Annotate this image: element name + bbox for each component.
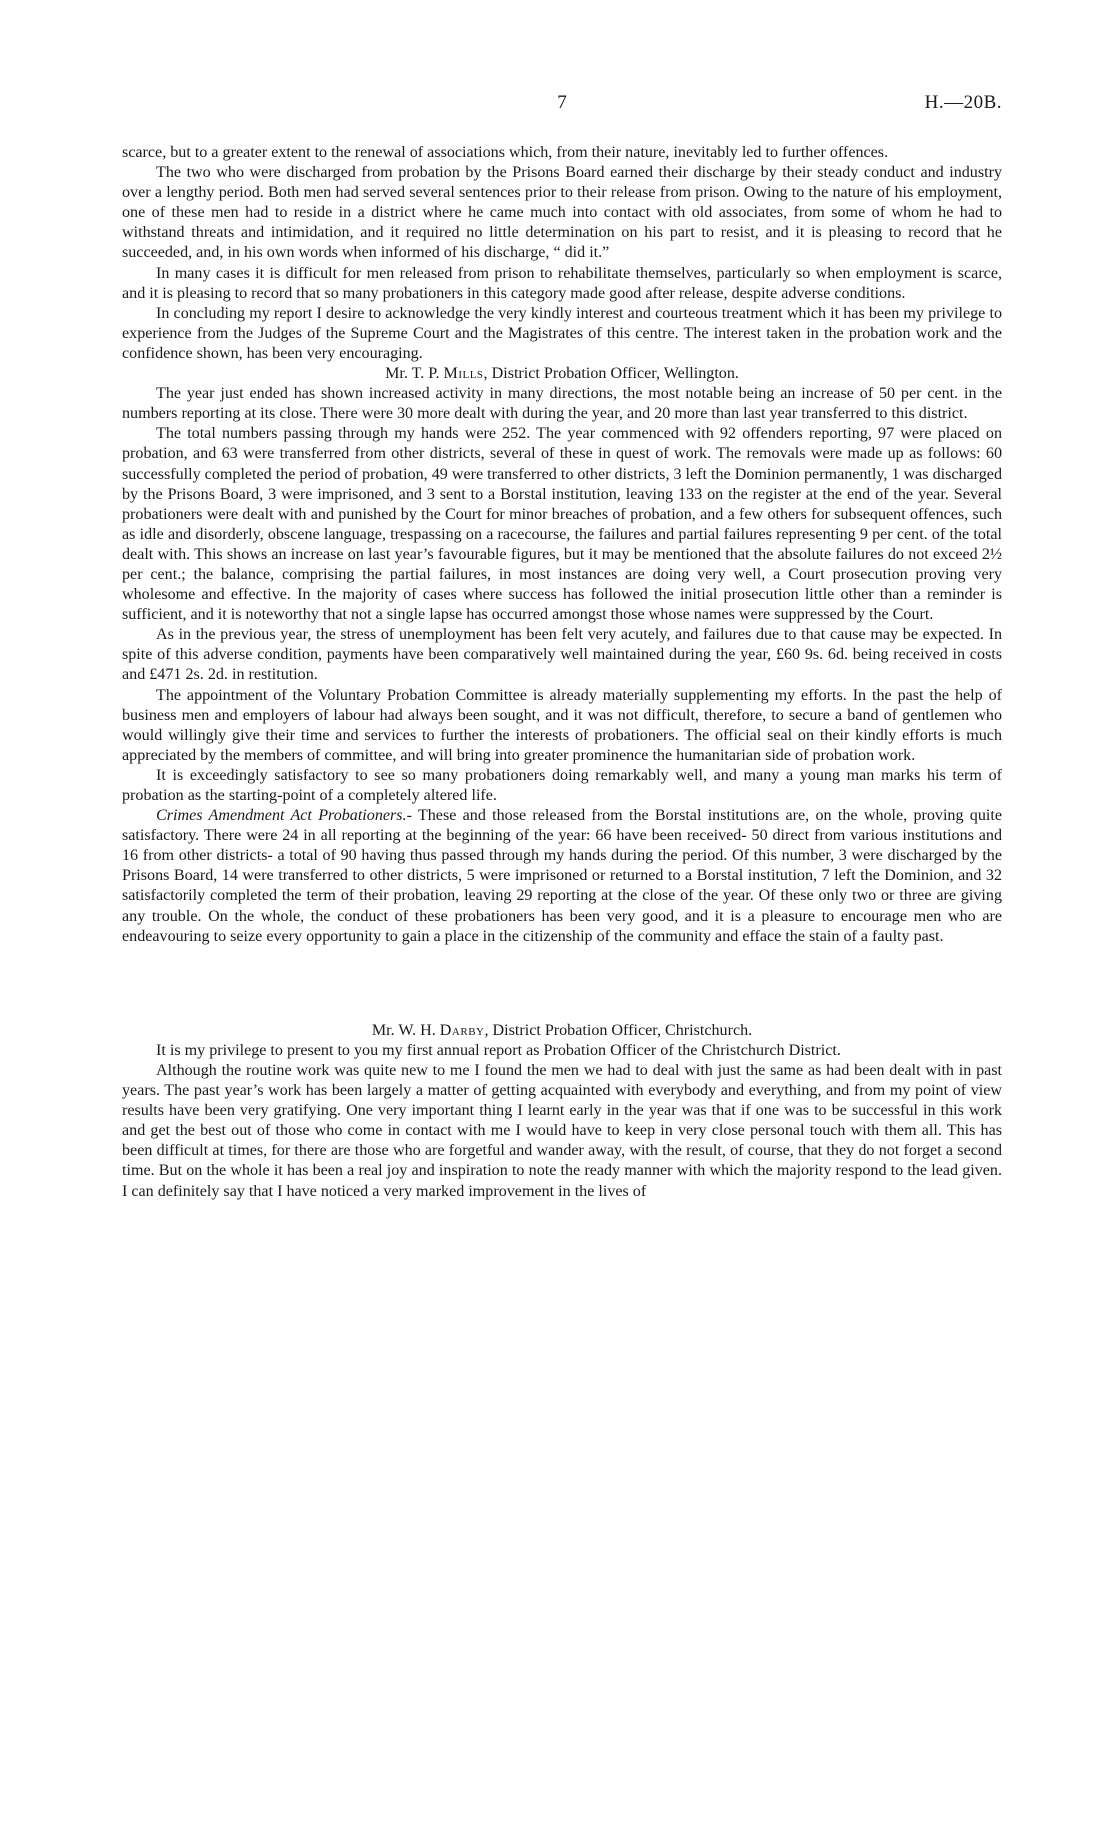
- paragraph: The total numbers passing through my hands were 252. The year commenced with 92 offenders reporting, 97 were placed on probation, and 63 were transferred from other districts, several of these in quest of work. The removals were made up as follows: 60 successfully completed the period of probation, 49 were transferred to other districts, 3 left the Dominion permanently, 1 was discharged by the Prisons Board, 3 were imprisoned, and 3 sent to a Borstal institution, leaving 133 on the register at the end of the year. Several probationers were dealt with and punished by the Court for minor breaches of probation, and a few others for subsequent offences, such as idle and disorderly, obscene language, trespassing on a racecourse, the failures and partial failures representing 9 per cent. of the total dealt with. This shows an increase on last year’s favourable figures, but it may be mentioned that the absolute failures do not exceed 2½ per cent.; the balance, comprising the partial failures, in most instances are doing very well, a Court prosecution proving very wholesome and effective. In the majority of cases where success has followed the initial prosecution little other than a reminder is sufficient, and it is noteworthy that not a single lapse has occurred amongst those whose names were suppressed by the Court.: [122, 425, 1002, 624]
- paragraph: As in the previous year, the stress of unemployment has been felt very acutely, and failures due to that cause may be expected. In spite of this adverse condition, payments have been comparatively well maintained during the year, £60 9s. 6d. being received in costs and £471 2s. 2d. in restitution.: [122, 626, 1002, 684]
- paragraph: The appointment of the Voluntary Probation Committee is already materially supplementing my efforts. In the past the help of business men and employers of labour had always been sought, and it was not difficult, therefore, to secure a band of gentlemen who would willingly give their time and services to further the interests of probationers. The official seal on their kindly efforts is much appreciated by the members of committee, and will bring into greater prominence the humanitarian side of probation work.: [122, 686, 1002, 764]
- inline-text: - These and those released from the Borstal institutions are, on the whole, proving quite satisfactory. There were 24 in all reporting at the beginning of the year: 66 have been received- 50 direct from various institutions and 16 from other districts- a total of 90 having thus passed through my hands during the period. Of this number, 3 were discharged by the Prisons Board, 14 were transferred to other districts, 5 were imprisoned or returned to a Borstal institution, 7 left the Dominion, and 32 satisfactorily completed the term of their probation, leaving 29 reporting at the close of the year. Of these only two or three are giving any trouble. On the whole, the conduct of these probationers has been very good, and it is a pleasure to encourage men who are endeavouring to seize every opportunity to gain a place in the citizenship of the community and efface the stain of a faulty past.: [122, 807, 1002, 945]
- paragraph: The year just ended has shown increased activity in many directions, the most notable being an increase of 50 per cent. in the numbers reporting at its close. There were 30 more dealt with during the year, and 20 more than last year transferred to this district.: [122, 385, 1002, 423]
- heading-surname: Mills: [443, 365, 484, 383]
- heading-suffix: , District Probation Officer, Wellington.: [483, 365, 739, 383]
- paragraph-crimes-amendment: [122, 806, 1002, 947]
- body-text: [122, 143, 1002, 1202]
- page-header: [122, 92, 1002, 120]
- heading-surname: Darby: [439, 1021, 485, 1039]
- inline-heading: Crimes Amendment Act Probationers.: [156, 807, 407, 825]
- document-reference: H.—20B.: [924, 92, 1002, 113]
- page-number: 7: [557, 92, 567, 113]
- paragraph: In many cases it is difficult for men released from prison to rehabilitate themselves, particularly so when employment is scarce, and it is pleasing to record that so many probationers in this category made good after release, despite adverse conditions.: [122, 264, 1002, 302]
- paragraph: Although the routine work was quite new to me I found the men we had to deal with just the same as had been dealt with in past years. The past year’s work has been largely a matter of getting acquainted with everybody and everything, and from my point of view results have been very gratifying. One very important thing I learnt early in the year was that if one was to be successful in this work and get the best out of those who come in contact with me I would have to keep in very close personal touch with them all. This has been difficult at times, for there are those who are forgetful and wander away, with the result, of course, that they do not forget a second time. But on the whole it has been a real joy and inspiration to note the ready manner with which the majority respond to the lead given. I can definitely say that I have noticed a very marked improvement in the lives of: [122, 1061, 1002, 1200]
- section-heading-darby: [122, 1021, 1002, 1041]
- section-heading-mills: [122, 364, 1002, 384]
- heading-suffix: , District Probation Officer, Christchurch.: [484, 1021, 753, 1039]
- paragraph: In concluding my report I desire to acknowledge the very kindly interest and courteous treatment which it has been my privilege to experience from the Judges of the Supreme Court and the Magistrates of this centre. The interest taken in the probation work and the confidence shown, has been very encouraging.: [122, 304, 1002, 362]
- heading-prefix: Mr. T. P.: [385, 365, 444, 383]
- heading-prefix: Mr. W. H.: [371, 1021, 440, 1039]
- paragraph: It is exceedingly satisfactory to see so many probationers doing remarkably well, and many a young man marks his term of probation as the starting-point of a completely altered life.: [122, 766, 1002, 804]
- paragraph: The two who were discharged from probation by the Prisons Board earned their discharge by their steady conduct and industry over a lengthy period. Both men had served several sentences prior to their release from prison. Owing to the nature of his employment, one of these men had to reside in a district where he came much into contact with old associates, from some of whom he had to withstand threats and intimidation, and it required no little determination on his part to resist, and it is pleasing to record that he succeeded, and, in his own words when informed of his discharge, “ did it.”: [122, 164, 1002, 262]
- paragraph-continuation: scarce, but to a greater extent to the renewal of associations which, from their nature, inevitably led to further offences.: [122, 144, 889, 161]
- paragraph: It is my privilege to present to you my first annual report as Probation Officer of the Christchurch District.: [156, 1041, 841, 1059]
